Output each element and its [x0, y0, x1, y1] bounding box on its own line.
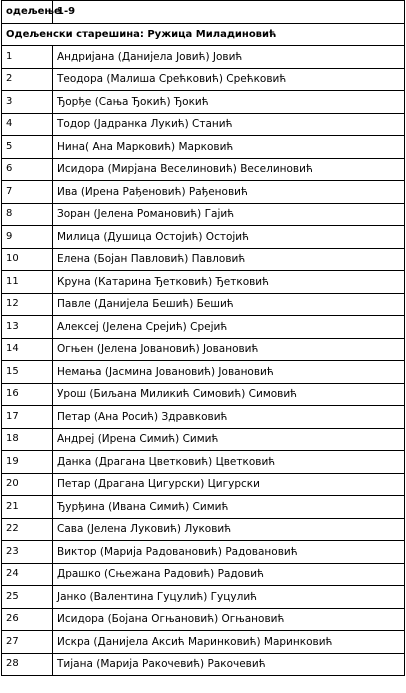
student-name-cell: Данка (Драгана Цветковић) Цветковић — [53, 451, 405, 474]
student-number-cell: 21 — [2, 496, 53, 519]
student-name-cell: Ива (Ирена Рађеновић) Рађеновић — [53, 181, 405, 204]
student-name-cell: Драшко (Сњежана Радовић) Радовић — [53, 563, 405, 586]
student-name-cell: Виктор (Марија Радовановић) Радовановић — [53, 541, 405, 564]
student-name-cell: Петар (Драгана Цигурски) Цигурски — [53, 473, 405, 496]
student-name-cell: Огњен (Јелена Јовановић) Јовановић — [53, 338, 405, 361]
student-name-cell: Нина( Ана Марковић) Марковић — [53, 136, 405, 159]
student-name-cell: Сава (Јелена Луковић) Луковић — [53, 518, 405, 541]
table-row — [2, 473, 405, 496]
table-row — [2, 563, 405, 586]
teacher-row — [2, 24, 405, 46]
student-number-cell: 7 — [2, 181, 53, 204]
table-row — [2, 181, 405, 204]
student-name-cell: Ђурђина (Ивана Симић) Симић — [53, 496, 405, 519]
class-label-cell: одељење — [2, 1, 53, 24]
class-value-cell: 1-9 — [53, 1, 405, 24]
table-row — [2, 68, 405, 91]
table-row — [2, 226, 405, 249]
student-name-cell: Зоран (Јелена Романовић) Гајић — [53, 203, 405, 226]
student-number-cell: 4 — [2, 113, 53, 136]
student-name-cell: Андријана (Данијела Јовић) Јовић — [53, 46, 405, 69]
table-row — [2, 383, 405, 406]
student-number-cell: 28 — [2, 653, 53, 676]
student-name-cell: Алексеј (Јелена Срејић) Срејић — [53, 316, 405, 339]
table-row — [2, 541, 405, 564]
student-number-cell: 11 — [2, 271, 53, 294]
student-name-cell: Исидора (Бојана Огњановић) Огњановић — [53, 608, 405, 631]
header-row — [2, 1, 405, 24]
student-number-cell: 12 — [2, 293, 53, 316]
student-name-cell: Петар (Ана Росић) Здравковић — [53, 406, 405, 429]
student-number-cell: 5 — [2, 136, 53, 159]
homeroom-teacher-cell: Одељенски старешина: Ружица Миладиновић — [2, 24, 405, 46]
table-row — [2, 428, 405, 451]
student-number-cell: 14 — [2, 338, 53, 361]
student-name-cell: Урош (Биљана Миликић Симовић) Симовић — [53, 383, 405, 406]
table-row — [2, 158, 405, 181]
table-row — [2, 518, 405, 541]
student-number-cell: 24 — [2, 563, 53, 586]
table-row — [2, 316, 405, 339]
table-row — [2, 91, 405, 114]
student-number-cell: 16 — [2, 383, 53, 406]
student-number-cell: 26 — [2, 608, 53, 631]
student-number-cell: 13 — [2, 316, 53, 339]
table-row — [2, 136, 405, 159]
student-number-cell: 20 — [2, 473, 53, 496]
table-row — [2, 608, 405, 631]
student-number-cell: 2 — [2, 68, 53, 91]
student-name-cell: Искра (Данијела Аксић Маринковић) Маринковић — [53, 631, 405, 654]
table-row — [2, 631, 405, 654]
student-name-cell: Елена (Бојан Павловић) Павловић — [53, 248, 405, 271]
student-number-cell: 22 — [2, 518, 53, 541]
table-row — [2, 293, 405, 316]
student-number-cell: 9 — [2, 226, 53, 249]
student-number-cell: 15 — [2, 361, 53, 384]
student-name-cell: Тодор (Јадранка Лукић) Станић — [53, 113, 405, 136]
table-row — [2, 46, 405, 69]
student-number-cell: 25 — [2, 586, 53, 609]
table-row — [2, 338, 405, 361]
student-name-cell: Тијана (Марија Ракочевић) Ракочевић — [53, 653, 405, 676]
table-row — [2, 113, 405, 136]
student-name-cell: Андреј (Ирена Симић) Симић — [53, 428, 405, 451]
table-row — [2, 406, 405, 429]
student-number-cell: 23 — [2, 541, 53, 564]
student-name-cell: Теодора (Малиша Срећковић) Срећковић — [53, 68, 405, 91]
student-name-cell: Круна (Катарина Ђетковић) Ђетковић — [53, 271, 405, 294]
student-name-cell: Немања (Јасмина Јовановић) Јовановић — [53, 361, 405, 384]
student-number-cell: 19 — [2, 451, 53, 474]
student-name-cell: Јанко (Валентина Гуцулић) Гуцулић — [53, 586, 405, 609]
table-row — [2, 586, 405, 609]
table-row — [2, 203, 405, 226]
student-number-cell: 1 — [2, 46, 53, 69]
student-name-cell: Павле (Данијела Бешић) Бешић — [53, 293, 405, 316]
table-row — [2, 271, 405, 294]
table-row — [2, 496, 405, 519]
student-number-cell: 8 — [2, 203, 53, 226]
student-number-cell: 3 — [2, 91, 53, 114]
student-number-cell: 27 — [2, 631, 53, 654]
table-row — [2, 248, 405, 271]
student-name-cell: Ђорђе (Сања Ђокић) Ђокић — [53, 91, 405, 114]
table-row — [2, 653, 405, 676]
student-number-cell: 10 — [2, 248, 53, 271]
student-number-cell: 6 — [2, 158, 53, 181]
student-name-cell: Исидора (Мирјана Веселиновић) Веселиновић — [53, 158, 405, 181]
student-number-cell: 18 — [2, 428, 53, 451]
student-name-cell: Милица (Душица Остојић) Остојић — [53, 226, 405, 249]
table-row — [2, 361, 405, 384]
class-list-table — [1, 0, 405, 676]
student-number-cell: 17 — [2, 406, 53, 429]
table-row — [2, 451, 405, 474]
